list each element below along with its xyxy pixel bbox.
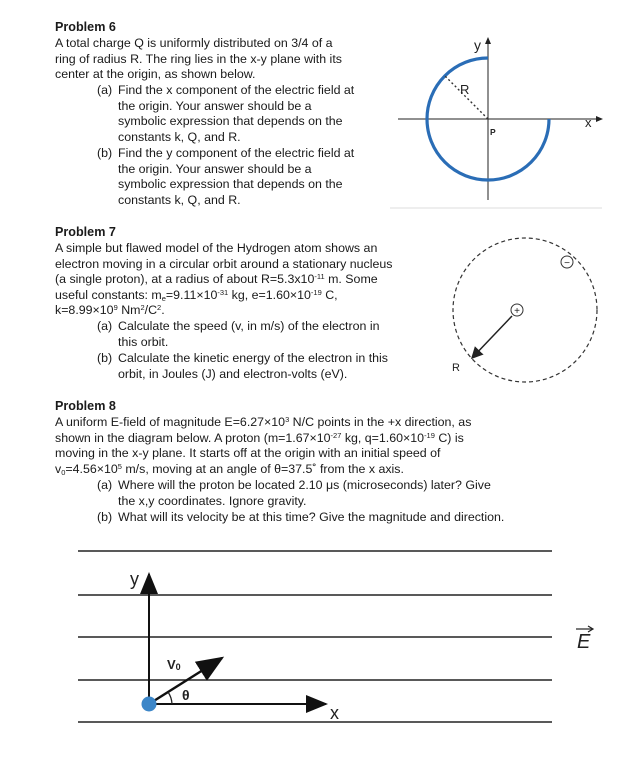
text-line: (a single proton), at a radius of about $R=5.3x10^{-11}$ m. Some (55, 272, 378, 287)
proton-origin-dot (142, 697, 157, 712)
text-line: center at the origin, as shown below. (55, 67, 256, 82)
text-line: $v_0=4.56\times 10^5$ m/s, moving at an angle of θ=37.5˚ from the x axis. (55, 461, 404, 477)
ring-figure (390, 30, 610, 215)
electron-sign: − (564, 258, 570, 269)
text-line: A uniform E-field of magnitude $E=6.27\times 10^3$ N/C points in the +x direction, as (55, 415, 472, 429)
text-line: ring of radius R. The ring lies in the x-y plane with its (55, 51, 342, 66)
problem-6-part-a (118, 83, 354, 145)
text-line: symbolic expression that depends on the (118, 177, 343, 192)
problem-7-title: Problem 7 (55, 225, 116, 239)
orbit-circle (453, 238, 597, 382)
x-axis-label: x (330, 703, 339, 723)
v0-label: V0 (167, 657, 181, 672)
text-line: Calculate the kinetic energy of the electron in this (118, 351, 388, 365)
text-line: A total charge Q is uniformly distributed on 3/4 of a (55, 36, 333, 50)
problem-7-intro (55, 241, 392, 319)
problem-8-part-b: What will its velocity be at this time? Give the magnitude and direction. (118, 510, 505, 524)
angle-arc (168, 692, 172, 704)
theta-label: θ (182, 687, 190, 703)
atom-figure (440, 232, 610, 392)
problem-6-part-a-marker: (a) (97, 83, 113, 97)
problem-8-intro (55, 415, 471, 477)
text-line: Calculate the speed (v, in m/s) of the electron in (118, 319, 380, 333)
problem-8-part-a-marker: (a) (97, 478, 113, 492)
text-line: electron moving in a circular orbit around a stationary nucleus (55, 256, 393, 271)
problem-6-intro (55, 36, 342, 83)
text-line: Find the x component of the electric field at (118, 83, 355, 97)
problem-6-title: Problem 6 (55, 20, 116, 34)
radius-label: R (452, 362, 460, 374)
text-line: useful constants: $m_e=9.11\times 10^{-31}$ kg, $e=1.60\times 10^{-19}$ C, (55, 287, 338, 303)
text-line: Find the y component of the electric field at (118, 146, 355, 160)
problem-7-part-b (118, 351, 388, 382)
e-field-label: E (577, 631, 591, 653)
problem-7-part-a-marker: (a) (97, 319, 113, 333)
efield-figure (0, 540, 640, 778)
text-line: this orbit. (118, 334, 169, 349)
problem-8-title: Problem 8 (55, 399, 116, 413)
y-axis-label: y (130, 569, 139, 589)
radius-label: R (460, 82, 470, 97)
problem-7-part-a (118, 319, 379, 350)
text-line: the origin. Your answer should be a (118, 98, 312, 113)
problem-6-part-b-marker: (b) (97, 146, 113, 160)
x-axis-label: x (585, 115, 592, 130)
text-line: A simple but flawed model of the Hydrogen atom shows an (55, 241, 378, 255)
problem-8-part-b-marker: (b) (97, 510, 113, 524)
point-p-label: P (490, 127, 496, 137)
text-line: Where will the proton be located 2.10 μs (microseconds) later? Give (118, 478, 491, 492)
text-line: the origin. Your answer should be a (118, 161, 312, 176)
text-line: the x,y coordinates. Ignore gravity. (118, 493, 307, 508)
radius-arrow (472, 316, 512, 358)
problem-6-part-b (118, 146, 354, 208)
y-axis-label: y (474, 37, 481, 53)
text-line: symbolic expression that depends on the (118, 114, 343, 129)
text-line: constants k, Q, and R. (118, 192, 241, 207)
text-line: orbit, in Joules (J) and electron-volts (eV). (118, 366, 348, 381)
problem-8-part-a (118, 478, 491, 509)
text-line: constants k, Q, and R. (118, 129, 241, 144)
text-line: $k=8.99\times 10^9$ $Nm^2/C^2$. (55, 303, 165, 318)
problem-7-part-b-marker: (b) (97, 351, 113, 365)
text-line: moving in the x-y plane. It starts off at the origin with an initial speed of (55, 446, 441, 461)
proton-sign: + (514, 306, 520, 317)
text-line: shown in the diagram below. A proton ($m=1.67\times 10^{-27}$ kg, $q=1.60\times 10^{-19}$ C) is (55, 430, 464, 445)
